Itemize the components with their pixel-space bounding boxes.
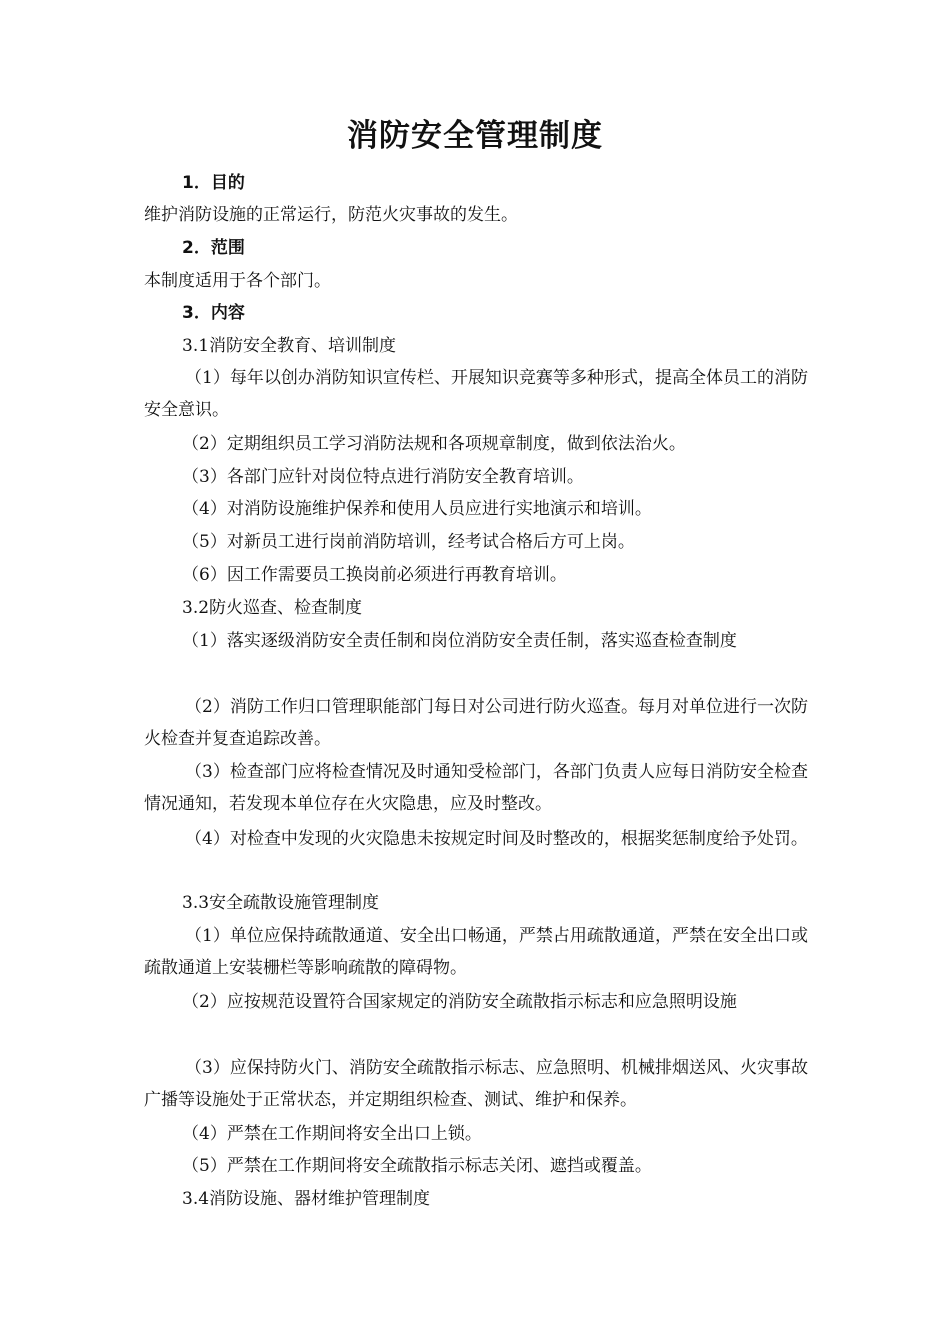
list-item: （1）单位应保持疏散通道、安全出口畅通，严禁占用疏散通道，严禁在安全出口或疏散通道上安装栅栏等影响疏散的障碍物。 [144, 926, 808, 978]
list-item: （1）落实逐级消防安全责任制和岗位消防安全责任制，落实巡查检查制度 [182, 631, 737, 651]
list-item: （5）对新员工进行岗前消防培训，经考试合格后方可上岗。 [182, 532, 635, 552]
list-item: （6）因工作需要员工换岗前必须进行再教育培训。 [182, 565, 567, 585]
subsection-heading-3-4: 3.4消防设施、器材维护管理制度 [182, 1189, 431, 1209]
list-item: （4）对检查中发现的火灾隐患未按规定时间及时整改的，根据奖惩制度给予处罚。 [185, 829, 808, 849]
section-text-scope: 本制度适用于各个部门。 [144, 271, 331, 291]
list-item: （1）每年以创办消防知识宣传栏、开展知识竞赛等多种形式，提高全体员工的消防安全意识。 [144, 368, 808, 420]
list-item: （3）各部门应针对岗位特点进行消防安全教育培训。 [182, 467, 584, 487]
section-heading-scope: 2．范围 [182, 238, 245, 258]
list-item: （2）应按规范设置符合国家规定的消防安全疏散指示标志和应急照明设施 [182, 992, 737, 1012]
list-item: （4）严禁在工作期间将安全出口上锁。 [182, 1124, 482, 1144]
subsection-heading-3-2: 3.2防火巡查、检查制度 [182, 598, 363, 618]
subsection-heading-3-1: 3.1消防安全教育、培训制度 [182, 336, 397, 356]
list-item: （5）严禁在工作期间将安全疏散指示标志关闭、遮挡或覆盖。 [182, 1156, 652, 1176]
section-text-purpose: 维护消防设施的正常运行，防范火灾事故的发生。 [144, 205, 518, 225]
list-item: （2）消防工作归口管理职能部门每日对公司进行防火巡查。每月对单位进行一次防火检查并复查追踪改善。 [144, 697, 808, 749]
list-item: （2）定期组织员工学习消防法规和各项规章制度，做到依法治火。 [182, 434, 686, 454]
list-item: （3）应保持防火门、消防安全疏散指示标志、应急照明、机械排烟送风、火灾事故广播等设施处于正常状态，并定期组织检查、测试、维护和保养。 [144, 1058, 808, 1110]
list-item: （4）对消防设施维护保养和使用人员应进行实地演示和培训。 [182, 499, 652, 519]
subsection-heading-3-3: 3.3安全疏散设施管理制度 [182, 893, 380, 913]
list-item: （3）检查部门应将检查情况及时通知受检部门，各部门负责人应每日消防安全检查情况通知，若发现本单位存在火灾隐患，应及时整改。 [144, 762, 808, 814]
section-heading-content: 3．内容 [182, 303, 245, 323]
section-heading-purpose: 1．目的 [182, 173, 245, 193]
document-title: 消防安全管理制度 [347, 118, 603, 154]
